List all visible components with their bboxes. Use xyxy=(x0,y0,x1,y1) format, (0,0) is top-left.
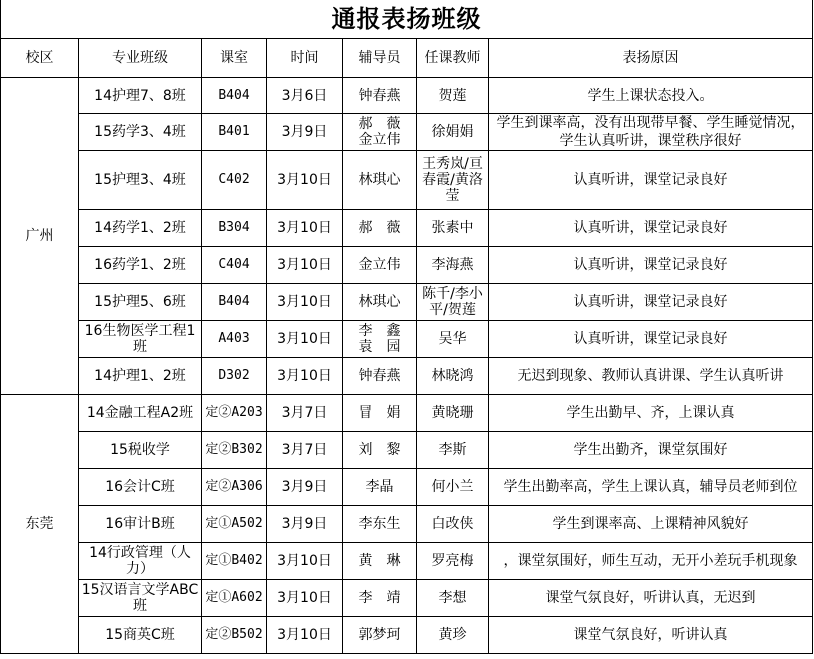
reason-cell: 无迟到现象、教师认真讲课、学生认真听讲 xyxy=(489,358,813,395)
table-row xyxy=(1,151,813,210)
room-cell: D302 xyxy=(202,358,267,395)
room-cell: 定①A502 xyxy=(202,506,267,543)
class-cell: 16审计B班 xyxy=(79,506,202,543)
time-cell: 3月9日 xyxy=(267,506,343,543)
time-cell: 3月10日 xyxy=(267,617,343,654)
time-cell: 3月10日 xyxy=(267,151,343,210)
table-row xyxy=(1,321,813,358)
header-campus: 校区 xyxy=(1,39,79,78)
table-row xyxy=(1,395,813,432)
reason-cell: 学生出勤齐，课堂氛围好 xyxy=(489,432,813,469)
header-class: 专业班级 xyxy=(79,39,202,78)
reason-cell: 学生上课状态投入。 xyxy=(489,78,813,114)
teacher-cell: 吴华 xyxy=(417,321,489,358)
room-cell: 定①A602 xyxy=(202,580,267,617)
header-time: 时间 xyxy=(267,39,343,78)
teacher-cell: 黄珍 xyxy=(417,617,489,654)
room-cell: B304 xyxy=(202,210,267,247)
time-cell: 3月10日 xyxy=(267,284,343,321)
counselor-cell: 金立伟 xyxy=(343,247,417,284)
header-room: 课室 xyxy=(202,39,267,78)
table-row xyxy=(1,617,813,654)
counselor-cell xyxy=(343,114,417,151)
class-cell: 14护理1、2班 xyxy=(79,358,202,395)
table-row xyxy=(1,78,813,114)
room-cell: B404 xyxy=(202,78,267,114)
table-row xyxy=(1,432,813,469)
campus-cell: 广州 xyxy=(1,78,79,395)
counselor-cell: 钟春燕 xyxy=(343,358,417,395)
page-title: 通报表扬班级 xyxy=(1,0,813,39)
counselor-cell xyxy=(343,321,417,358)
table-row xyxy=(1,284,813,321)
reason-cell: ，课堂氛围好，师生互动，无开小差玩手机现象 xyxy=(489,543,813,580)
counselor-cell: 郝 薇 xyxy=(343,210,417,247)
teacher-cell: 张素中 xyxy=(417,210,489,247)
counselor-cell: 黄 琳 xyxy=(343,543,417,580)
header-row xyxy=(1,39,813,78)
counselor-cell: 李东生 xyxy=(343,506,417,543)
teacher-cell: 黄晓珊 xyxy=(417,395,489,432)
class-cell: 14护理7、8班 xyxy=(79,78,202,114)
teacher-cell: 白改侠 xyxy=(417,506,489,543)
reason-cell: 课堂气氛良好，听讲认真 xyxy=(489,617,813,654)
table-row xyxy=(1,358,813,395)
time-cell: 3月9日 xyxy=(267,469,343,506)
class-cell: 15税收学 xyxy=(79,432,202,469)
room-cell: 定①B402 xyxy=(202,543,267,580)
reason-cell: 学生到课率高，没有出现带早餐、学生睡觉情况，学生认真听讲，课堂秩序很好 xyxy=(489,114,813,151)
class-cell: 15药学3、4班 xyxy=(79,114,202,151)
table-row xyxy=(1,247,813,284)
counselor-cell-line: 郝 薇 xyxy=(358,116,401,132)
teacher-cell: 李海燕 xyxy=(417,247,489,284)
reason-cell: 认真听讲，课堂记录良好 xyxy=(489,321,813,358)
table-body xyxy=(1,78,813,654)
class-cell: 15商英C班 xyxy=(79,617,202,654)
room-cell: B401 xyxy=(202,114,267,151)
counselor-cell: 李晶 xyxy=(343,469,417,506)
header-counselor: 辅导员 xyxy=(343,39,417,78)
room-cell: B404 xyxy=(202,284,267,321)
table-row xyxy=(1,114,813,151)
class-cell: 15护理5、6班 xyxy=(79,284,202,321)
time-cell: 3月10日 xyxy=(267,543,343,580)
room-cell: A403 xyxy=(202,321,267,358)
table-row xyxy=(1,580,813,617)
teacher-cell: 陈千/李小平/贺莲 xyxy=(417,284,489,321)
time-cell: 3月9日 xyxy=(267,114,343,151)
time-cell: 3月7日 xyxy=(267,395,343,432)
class-cell: 15护理3、4班 xyxy=(79,151,202,210)
reason-cell: 学生出勤早、齐，上课认真 xyxy=(489,395,813,432)
counselor-cell-line: 金立伟 xyxy=(358,132,401,148)
time-cell: 3月10日 xyxy=(267,358,343,395)
class-cell: 16药学1、2班 xyxy=(79,247,202,284)
time-cell: 3月7日 xyxy=(267,432,343,469)
table-row xyxy=(1,506,813,543)
counselor-cell: 林琪心 xyxy=(343,151,417,210)
class-cell: 16会计C班 xyxy=(79,469,202,506)
counselor-cell: 林琪心 xyxy=(343,284,417,321)
time-cell: 3月6日 xyxy=(267,78,343,114)
teacher-cell: 徐娟娟 xyxy=(417,114,489,151)
teacher-cell: 何小兰 xyxy=(417,469,489,506)
class-cell: 14药学1、2班 xyxy=(79,210,202,247)
table-row xyxy=(1,543,813,580)
class-cell: 14金融工程A2班 xyxy=(79,395,202,432)
reason-cell: 认真听讲，课堂记录良好 xyxy=(489,210,813,247)
teacher-cell: 李斯 xyxy=(417,432,489,469)
counselor-cell-line: 李 鑫 xyxy=(358,323,401,339)
time-cell: 3月10日 xyxy=(267,321,343,358)
counselor-cell: 钟春燕 xyxy=(343,78,417,114)
time-cell: 3月10日 xyxy=(267,247,343,284)
room-cell: 定②A306 xyxy=(202,469,267,506)
time-cell: 3月10日 xyxy=(267,580,343,617)
counselor-cell: 刘 黎 xyxy=(343,432,417,469)
teacher-cell: 王秀岚/亘春霞/黄洛莹 xyxy=(417,151,489,210)
class-cell: 14行政管理（人力） xyxy=(79,543,202,580)
counselor-cell: 李 靖 xyxy=(343,580,417,617)
reason-cell: 学生到课率高、上课精神风貌好 xyxy=(489,506,813,543)
class-cell: 15汉语言文学ABC班 xyxy=(79,580,202,617)
reason-cell: 课堂气氛良好，听讲认真，无迟到 xyxy=(489,580,813,617)
table-row xyxy=(1,469,813,506)
reason-cell: 认真听讲，课堂记录良好 xyxy=(489,151,813,210)
teacher-cell: 李想 xyxy=(417,580,489,617)
table-row xyxy=(1,210,813,247)
counselor-cell: 冒 娟 xyxy=(343,395,417,432)
room-cell: 定②B302 xyxy=(202,432,267,469)
counselor-cell-line: 袁 园 xyxy=(358,339,401,355)
reason-cell: 学生出勤率高，学生上课认真，辅导员老师到位 xyxy=(489,469,813,506)
reason-cell: 认真听讲，课堂记录良好 xyxy=(489,247,813,284)
teacher-cell: 林晓鸿 xyxy=(417,358,489,395)
room-cell: 定②A203 xyxy=(202,395,267,432)
teacher-cell: 罗亮梅 xyxy=(417,543,489,580)
header-reason: 表扬原因 xyxy=(489,39,813,78)
header-teacher: 任课教师 xyxy=(417,39,489,78)
time-cell: 3月10日 xyxy=(267,210,343,247)
room-cell: 定②B502 xyxy=(202,617,267,654)
counselor-cell: 郭梦珂 xyxy=(343,617,417,654)
teacher-cell: 贺莲 xyxy=(417,78,489,114)
class-cell: 16生物医学工程1班 xyxy=(79,321,202,358)
room-cell: C404 xyxy=(202,247,267,284)
campus-cell: 东莞 xyxy=(1,395,79,654)
reason-cell: 认真听讲，课堂记录良好 xyxy=(489,284,813,321)
room-cell: C402 xyxy=(202,151,267,210)
